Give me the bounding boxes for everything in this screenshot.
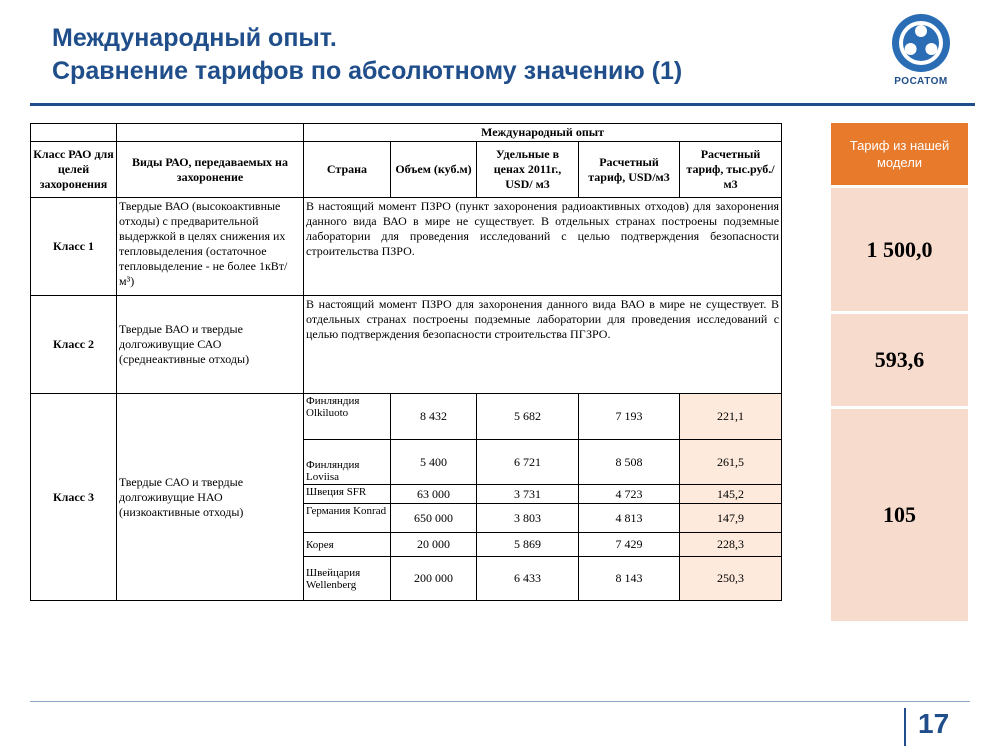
- table-group-header-row: [31, 124, 782, 142]
- volume-cell: 20 000: [391, 533, 477, 557]
- country-cell: Корея: [304, 533, 391, 557]
- country-cell: Швеция SFR: [304, 485, 391, 504]
- specific-cell: 3 731: [477, 485, 579, 504]
- group-header: Международный опыт: [304, 124, 782, 142]
- model-tariff-class2: 593,6: [831, 314, 968, 406]
- table-header-row: [31, 142, 782, 198]
- header-volume: Объем (куб.м): [391, 142, 477, 198]
- volume-cell: 8 432: [391, 394, 477, 440]
- volume-cell: 200 000: [391, 557, 477, 601]
- table-row-class1: [31, 198, 782, 296]
- rub-cell: 221,1: [680, 394, 782, 440]
- tariff-table: [30, 123, 782, 601]
- rosatom-logo: [886, 12, 956, 102]
- class1-types: Твердые ВАО (высокоактивные отходы) с предварительной выдержкой в целях снижения их тепловыделения (остаточное тепловыделение - не более 1кВт/м³): [117, 198, 304, 296]
- title-line-1: Международный опыт.: [52, 24, 337, 52]
- model-tariff-panel: [831, 123, 968, 621]
- title-line-2: Сравнение тарифов по абсолютному значению (1): [52, 57, 683, 85]
- page-number: 17: [918, 708, 950, 739]
- country-cell: Швейцария Wellenberg: [304, 557, 391, 601]
- header-class: Класс РАО для целей захоронения: [31, 142, 117, 198]
- model-tariff-class3: 105: [831, 409, 968, 621]
- specific-cell: 5 869: [477, 533, 579, 557]
- class2-label: Класс 2: [31, 296, 117, 394]
- specific-cell: 3 803: [477, 504, 579, 533]
- rub-cell: 147,9: [680, 504, 782, 533]
- usd-cell: 8 508: [579, 440, 680, 485]
- usd-cell: 7 193: [579, 394, 680, 440]
- header-country: Страна: [304, 142, 391, 198]
- class2-types: Твердые ВАО и твердые долгоживущие САО (среднеактивные отходы): [117, 296, 304, 394]
- rub-cell: 261,5: [680, 440, 782, 485]
- specific-cell: 5 682: [477, 394, 579, 440]
- rub-cell: 145,2: [680, 485, 782, 504]
- volume-cell: 63 000: [391, 485, 477, 504]
- logo-text: РОСАТОМ: [894, 76, 948, 87]
- volume-cell: 5 400: [391, 440, 477, 485]
- page-title: [52, 22, 852, 88]
- country-cell: Германия Konrad: [304, 504, 391, 533]
- country-cell: Финляндия Loviisa: [304, 440, 391, 485]
- specific-cell: 6 433: [477, 557, 579, 601]
- usd-cell: 8 143: [579, 557, 680, 601]
- table-row: [31, 394, 782, 440]
- model-tariff-header: Тариф из нашей модели: [831, 123, 968, 185]
- title-divider: [30, 103, 975, 106]
- header-types: Виды РАО, передаваемых на захоронение: [117, 142, 304, 198]
- usd-cell: 7 429: [579, 533, 680, 557]
- footer-divider: [30, 701, 970, 702]
- model-tariff-class1: 1 500,0: [831, 188, 968, 311]
- class3-label: Класс 3: [31, 394, 117, 601]
- specific-cell: 6 721: [477, 440, 579, 485]
- class1-note: В настоящий момент ПЗРО (пункт захоронения радиоактивных отходов) для захоронения данного вида ВАО в мире не существует. В отдельных странах построены подземные лаборатории для проведения исследований с целью подтверждения безопасности строительства ПЗРО.: [304, 198, 782, 296]
- page-number-bar: [904, 708, 906, 746]
- usd-cell: 4 813: [579, 504, 680, 533]
- rub-cell: 228,3: [680, 533, 782, 557]
- volume-cell: 650 000: [391, 504, 477, 533]
- class3-types: Твердые САО и твердые долгоживущие НАО (низкоактивные отходы): [117, 394, 304, 601]
- header-specific: Удельные в ценах 2011г., USD/ м3: [477, 142, 579, 198]
- country-cell: Финляндия Olkiluoto: [304, 394, 391, 440]
- header-calc-usd: Расчетный тариф, USD/м3: [579, 142, 680, 198]
- usd-cell: 4 723: [579, 485, 680, 504]
- rub-cell: 250,3: [680, 557, 782, 601]
- class2-note: В настоящий момент ПЗРО для захоронения данного вида ВАО в мире не существует. В отдельных странах построены подземные лаборатории для проведения исследований с целью подтверждения безопасности строительства ПГЗРО.: [304, 296, 782, 394]
- table-row-class2: [31, 296, 782, 394]
- class1-label: Класс 1: [31, 198, 117, 296]
- rosatom-logo-icon: [890, 12, 952, 74]
- header-calc-rub: Расчетный тариф, тыс.руб./м3: [680, 142, 782, 198]
